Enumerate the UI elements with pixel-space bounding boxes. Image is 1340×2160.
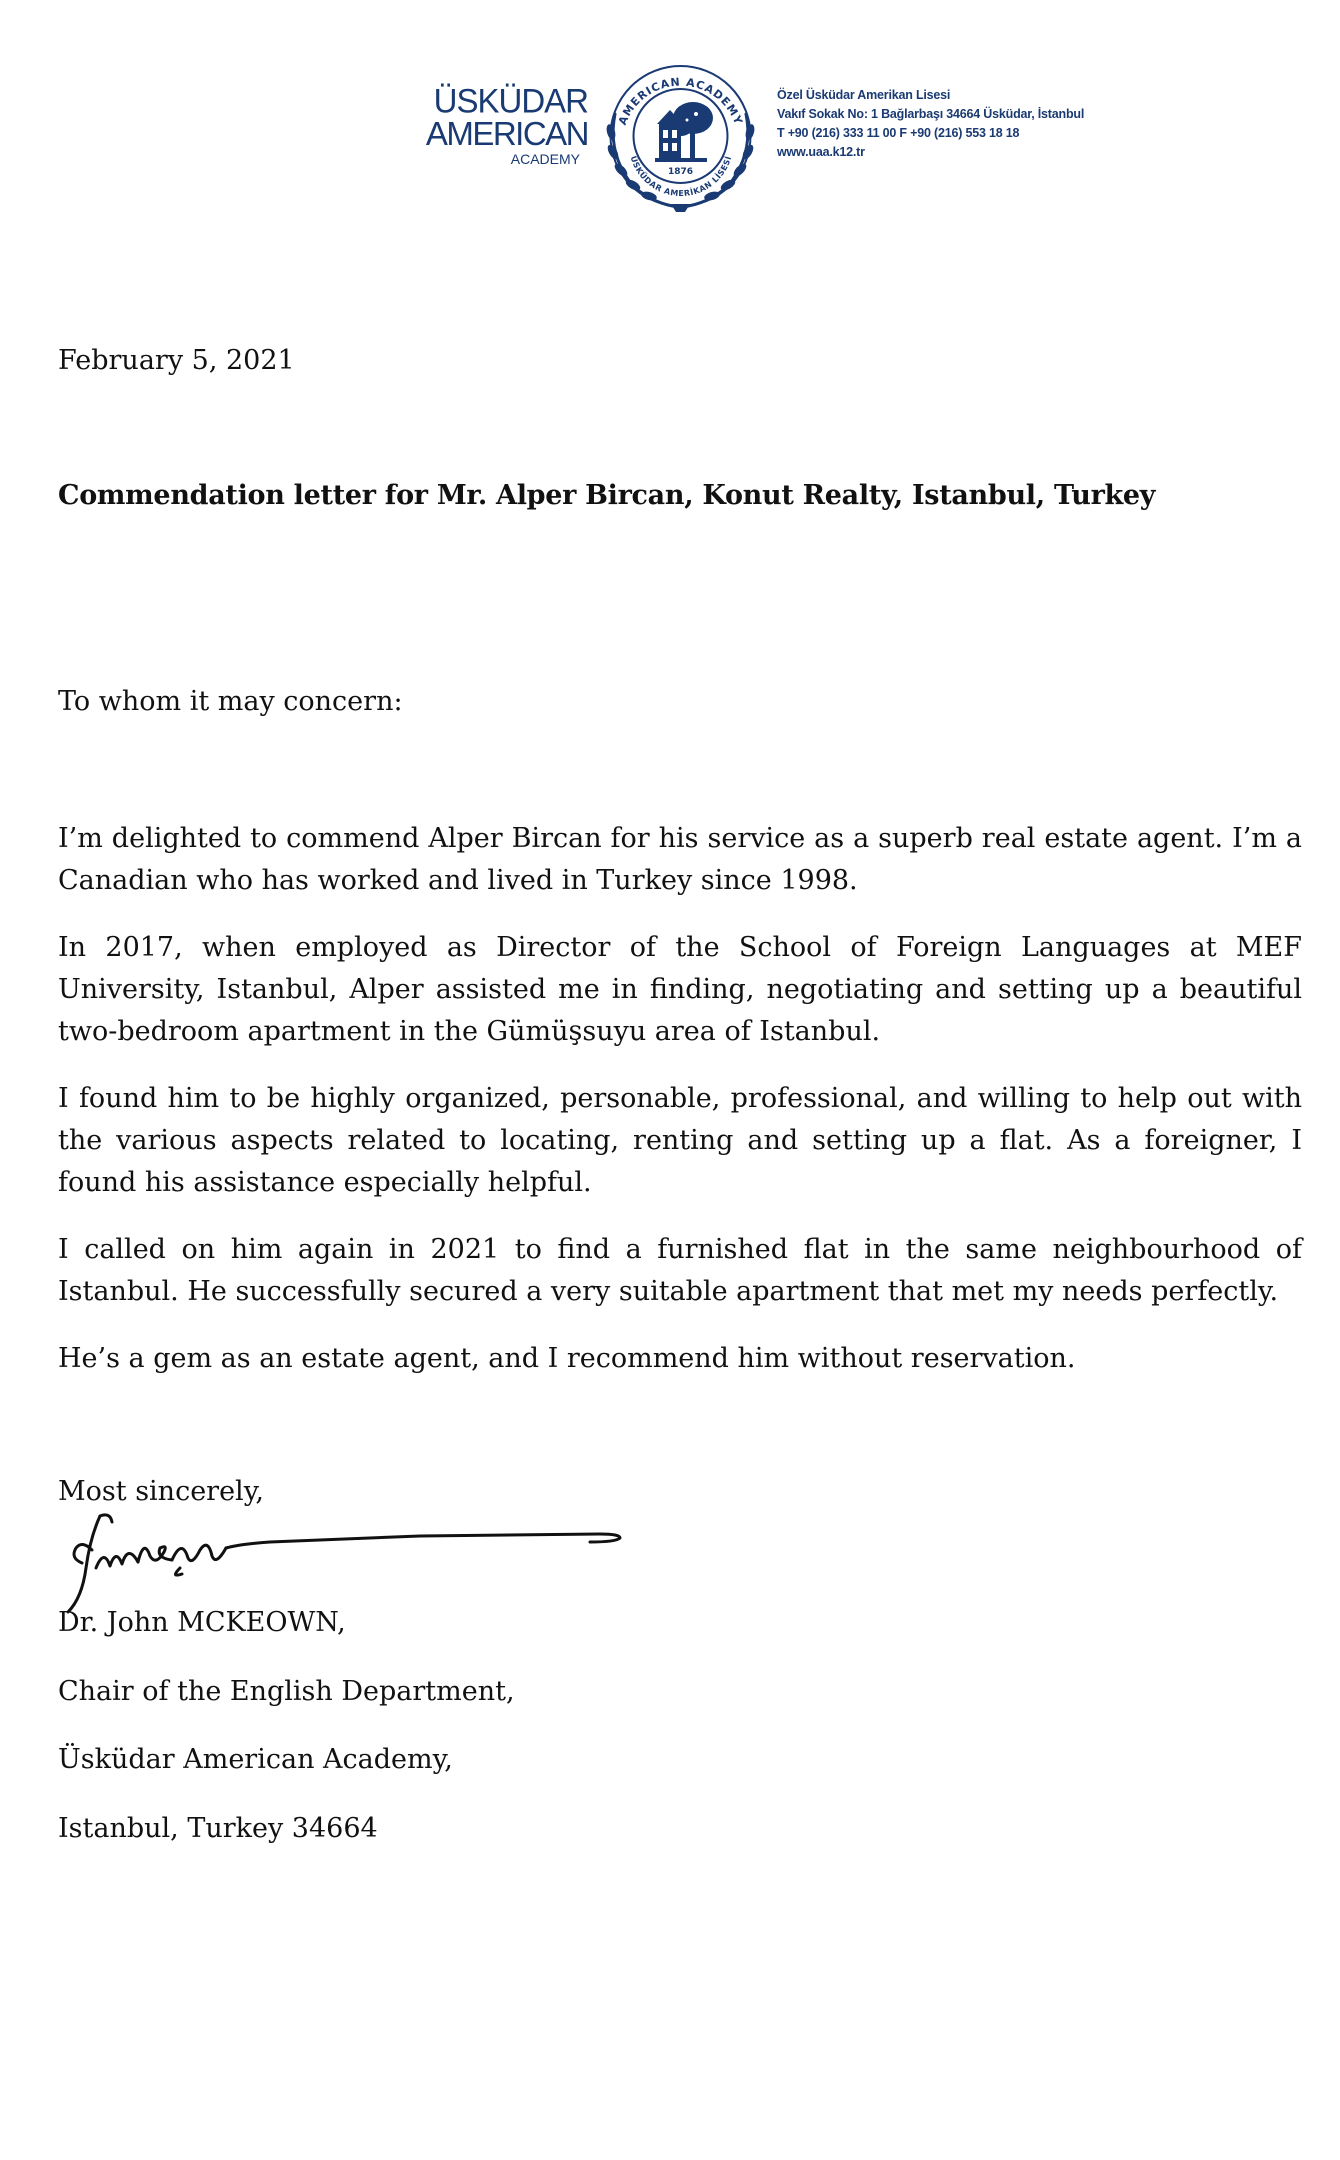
letter-subject: Commendation letter for Mr. Alper Bircan, Konut Realty, Istanbul, Turkey (58, 480, 1156, 511)
seal-bottom-text: ÜSKÜDAR AMERİKAN LİSESİ (628, 154, 734, 199)
address-school-name: Özel Üsküdar Amerikan Lisesi (777, 88, 951, 102)
academy-seal-logo (593, 44, 768, 219)
letterhead (0, 0, 1340, 230)
signer-title: Chair of the English Department, (58, 1676, 515, 1707)
body-paragraph: I called on him again in 2021 to find a furnished flat in the same neighbourhood of Istanbul. He successfully secured a very suitable apartment that met my needs perfectly. (58, 1234, 1302, 1307)
seal-year: 1876 (667, 167, 694, 177)
address-website: www.uaa.k12.tr (777, 145, 865, 159)
brand-line-american: AMERICAN (425, 115, 588, 152)
signer-organization: Üsküdar American Academy, (58, 1744, 453, 1775)
seal-top-text: AMERICAN ACADEMY (615, 75, 746, 127)
body-paragraph: I found him to be highly organized, personable, professional, and willing to help out with the various aspects related to locating, renting and setting up a flat. As a foreigner, I found his assistance especially helpful. (58, 1083, 1302, 1198)
brand-line-academy: ACADEMY (510, 151, 580, 167)
letter-date: February 5, 2021 (58, 345, 295, 376)
address-phone-fax: T +90 (216) 333 11 00 F +90 (216) 553 18 18 (777, 126, 1020, 140)
letter-body (58, 818, 1302, 1405)
letter-closing: Most sincerely, (58, 1476, 264, 1507)
school-address (777, 86, 1084, 162)
body-paragraph: I’m delighted to commend Alper Bircan for his service as a superb real estate agent. I’m a Canadian who has worked and lived in Turkey since 1998. (58, 823, 1302, 896)
body-paragraph: He’s a gem as an estate agent, and I recommend him without reservation. (58, 1343, 1076, 1374)
body-paragraph: In 2017, when employed as Director of the School of Foreign Languages at MEF University, Istanbul, Alper assisted me in finding, negotiating and setting up a beautiful two-bedroom apartment in the Gümüşsuyu area of Istanbul. (58, 932, 1302, 1047)
letter-salutation: To whom it may concern: (58, 686, 403, 717)
address-street: Vakıf Sokak No: 1 Bağlarbaşı 34664 Üsküdar, İstanbul (777, 107, 1085, 121)
signer-name: Dr. John MCKEOWN, (58, 1607, 346, 1638)
brand-wordmark (420, 81, 588, 167)
brand-line-uskudar: ÜSKÜDAR (433, 81, 588, 120)
handwritten-signature (60, 1508, 670, 1618)
signer-city: Istanbul, Turkey 34664 (58, 1813, 378, 1844)
